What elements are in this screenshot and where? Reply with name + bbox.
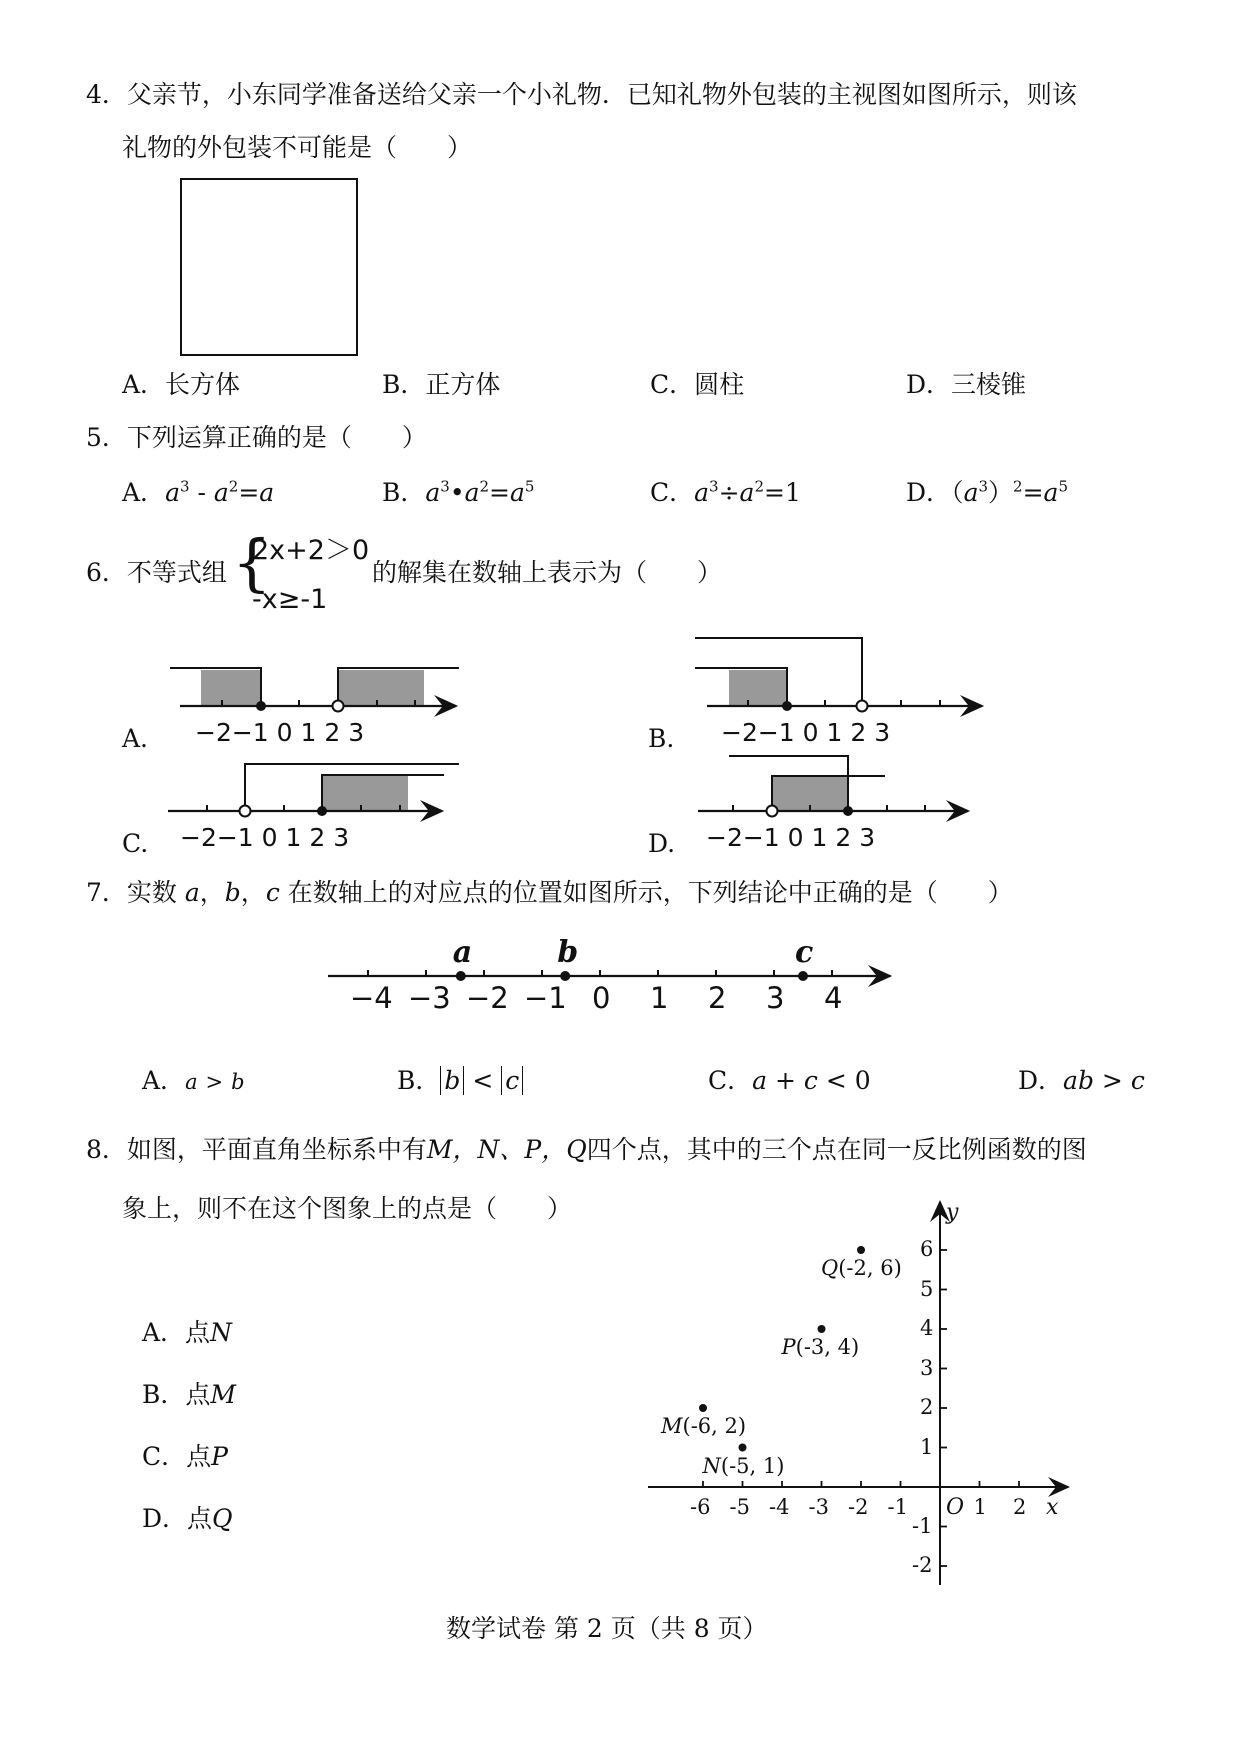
q8-x-axis-label: x [1046,1495,1059,1520]
q8-y-tick-label: 5 [920,1276,934,1301]
q5-option-a[interactable]: A．$a^3 - a^2=a$ [122,477,275,507]
q8-x-tick-label: 2 [1013,1495,1027,1519]
q8-point-name: N [702,1453,721,1478]
q8-point-Q [857,1246,865,1254]
q5-stem: 5．下列运算正确的是（ ） [86,423,427,452]
q8-point-name: Q [821,1256,839,1280]
q8-c-point: P [211,1442,228,1471]
q4-option-d[interactable]: D．三棱锥 [906,370,1027,399]
q8-point-coords: (-5, 1) [720,1453,785,1478]
q7-c-label: C． [708,1066,753,1095]
q7-tick-label: −3 [408,981,451,1015]
q7-tick-label: 2 [708,981,727,1015]
q8-x-tick-label: -6 [690,1495,711,1519]
q7-var-b: b [224,878,241,907]
q8-y-tick-label: 2 [920,1395,934,1419]
q8-point-P [818,1325,826,1333]
q8-c-label: C．点 [142,1442,212,1471]
q7-point-label-a: a [452,935,473,970]
q8-x-tick-label: -3 [808,1495,829,1519]
q6-option-d-ticks: −2−1 0 1 2 3 [706,823,876,852]
q8-point-label-Q [821,1258,902,1279]
q7-tick-label: −1 [524,981,567,1015]
page-footer: 数学试卷 第 2 页（共 8 页） [446,1614,768,1643]
q7-point-label-b: b [557,935,579,970]
q8-stem-post: 四个点，其中的三个点在同一反比例函数的图 [586,1135,1087,1164]
q7-a-label: A． [142,1066,186,1095]
q7-var-a: a [184,878,200,907]
q8-b-point: M [210,1380,236,1409]
q7-stem-post: 在数轴上的对应点的位置如图所示，下列结论中正确的是（ ） [287,878,1013,907]
q8-x-tick-label: -1 [887,1495,908,1519]
q8-d-label: D．点 [142,1504,213,1533]
q7-tick-label: 3 [766,981,785,1015]
q7-option-c[interactable]: C．a + c < 0 [708,1066,871,1095]
q6-stem-post: 的解集在数轴上表示为（ ） [372,558,723,587]
q7-tick-label: 0 [592,981,611,1015]
q6-option-c-ticks: −2−1 0 1 2 3 [180,823,350,852]
q5-c-label: C． [650,478,695,507]
q7-tick-label: −4 [350,981,393,1015]
q8-stem-line2: 象上，则不在这个图象上的点是（ ） [122,1194,573,1223]
q8-x-tick-label: -4 [769,1495,790,1519]
q4-option-a[interactable]: A．长方体 [122,370,241,399]
q7-tick-label: 4 [824,981,843,1015]
q8-a-point: N [210,1318,232,1347]
q6-option-b-label[interactable]: B. [648,724,675,753]
q8-point-coords: (-3, 4) [795,1335,860,1359]
q8-point-label-M [661,1416,746,1437]
q8-point-coords: (-6, 2) [682,1414,747,1438]
q5-a-label: A． [122,478,166,507]
q8-point-name: P [781,1335,796,1359]
q8-b-label: B．点 [142,1380,211,1409]
q4-number: 4． [86,80,127,109]
q4-stem-line2: 礼物的外包装不可能是（ ） [122,133,473,162]
q8-point-coords: (-2, 6) [838,1256,902,1280]
q5-option-b[interactable]: B．$a^3•a^2=a^5$ [382,477,535,507]
q6-option-c-label[interactable]: C. [122,829,149,858]
q7-stem: 7．实数 a，b，c 在数轴上的对应点的位置如图所示，下列结论中正确的是（ ） [86,878,1013,907]
q8-a-label: A．点 [142,1318,211,1347]
q7-tick-label: −2 [466,981,509,1015]
q8-stem-points: M，N、P，Q [426,1135,587,1164]
q8-stem-pre: 8．如图，平面直角坐标系中有 [86,1135,427,1164]
q8-y-tick-label: 4 [920,1316,934,1340]
q6-option-d-label[interactable]: D. [648,829,676,858]
q7-var-c: c [265,878,280,907]
q6-stem-pre: 6．不等式组 [86,558,227,587]
q4-stem-line1: 父亲节，小东同学准备送给父亲一个小礼物．已知礼物外包装的主视图如图所示，则该 [126,80,1077,109]
q5-option-c[interactable]: C．$a^3\div a^2=1$ [650,477,801,507]
q6-option-a-ticks: −2−1 0 1 2 3 [195,718,365,747]
q8-x-tick-label: -2 [848,1495,869,1519]
q7-point-label-c: c [795,935,814,970]
q8-point-name: M [661,1414,683,1438]
q7-option-b[interactable]: B． b < c [397,1068,523,1093]
q8-y-axis-label: y [946,1200,959,1225]
q8-y-tick-label: 6 [920,1237,934,1261]
q8-d-point: Q [212,1504,233,1533]
q8-origin-label: O [946,1495,965,1520]
q6-system-brace: { [232,526,272,599]
q8-y-tick-label: 3 [920,1355,934,1380]
q8-point-label-N [702,1453,785,1478]
q8-point-N [739,1444,747,1452]
q4-option-b[interactable]: B．正方体 [382,370,501,399]
q8-y-tick-label: -2 [912,1553,933,1577]
q4-option-c[interactable]: C．圆柱 [650,370,745,399]
q7-stem-pre: 7．实数 [86,878,177,907]
q7-option-d[interactable]: D．ab > c [1018,1066,1145,1095]
q8-x-tick-label: 1 [973,1495,987,1519]
q5-option-d[interactable]: D．$(a^3)^2=a^5$ [906,477,1068,507]
q5-b-label: B． [382,478,426,507]
q8-x-tick-label: -5 [729,1495,750,1519]
q8-point-M [699,1404,707,1412]
q8-y-tick-label: -1 [912,1513,933,1538]
q6-inequality-2: -x≥-1 [252,584,328,615]
q8-point-label-P [782,1337,860,1358]
q7-tick-label: 1 [650,981,669,1015]
q6-inequality-1: 2x+2＞0 [252,535,370,566]
q5-d-label: D． [906,478,952,507]
q6-option-b-ticks: −2−1 0 1 2 3 [721,718,891,747]
q7-option-a[interactable]: A．a > b [142,1066,245,1095]
q8-y-tick-label: 1 [920,1434,934,1459]
q7-d-label: D． [1018,1066,1064,1095]
q6-option-a-label[interactable]: A. [122,724,149,753]
q7-b-label: B． [397,1066,441,1095]
